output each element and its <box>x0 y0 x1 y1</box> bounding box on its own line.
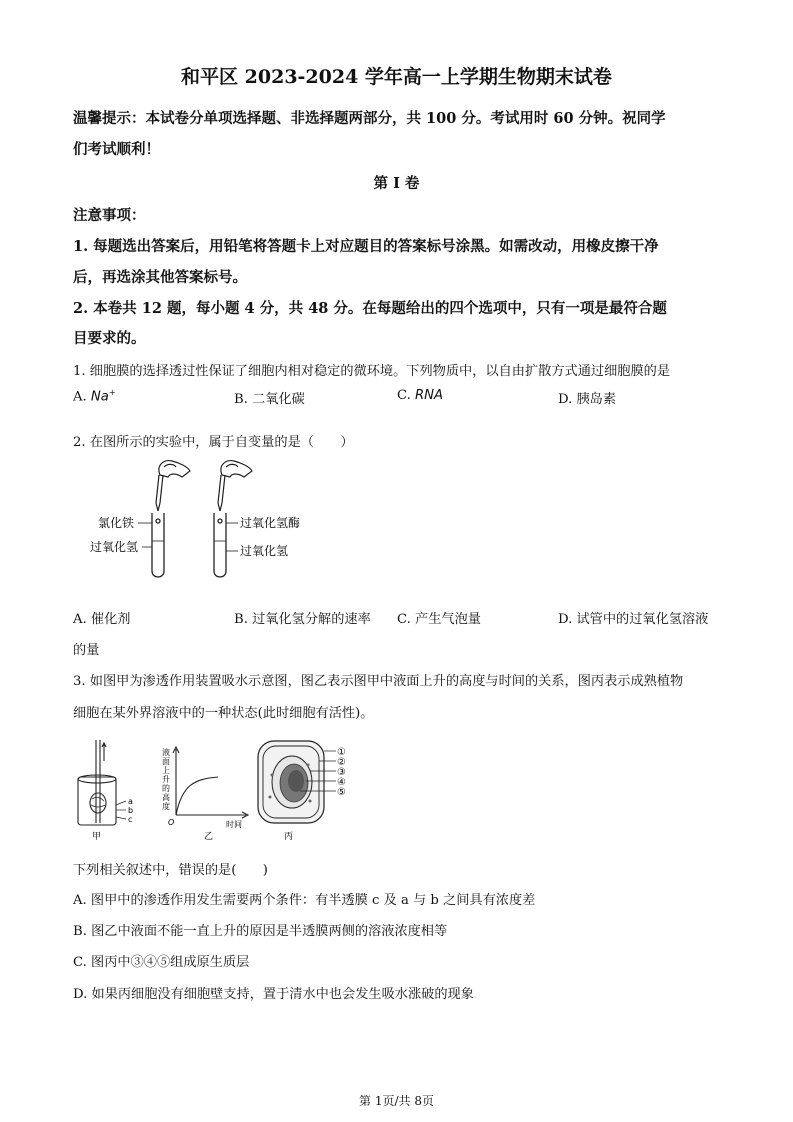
ylabel-char-4: 升 <box>162 775 170 784</box>
attention-heading: 注意事项： <box>73 207 146 224</box>
left-test-tube <box>152 513 164 577</box>
label-n1: ① <box>337 747 346 758</box>
page-title: 和平区 2023-2024 学年高一上学期生物期末试卷 <box>181 66 612 88</box>
right-test-tube <box>214 513 226 577</box>
q3-option-c: C. 图丙中③④⑤组成原生质层 <box>73 955 250 970</box>
attention-item-1-cont: 后，再选涂其他答案标号。 <box>73 269 247 286</box>
attention-item-2-cont: 目要求的。 <box>73 330 146 347</box>
graph-ylabel <box>162 747 170 811</box>
label-h2o2-left: 过氧化氢 <box>90 540 139 554</box>
q1-option-c-label: C. <box>397 388 411 403</box>
q1-option-b: B. 二氧化碳 <box>234 392 305 407</box>
ylabel-char-1: 液 <box>162 748 170 757</box>
q2-stem: 2. 在图所示的实验中，属于自变量的是（ ） <box>73 435 354 450</box>
label-b: b <box>128 806 134 815</box>
label-c: c <box>128 815 133 824</box>
section-title: 第 I 卷 <box>373 175 420 192</box>
q2-option-a: A. 催化剂 <box>73 612 131 627</box>
notice-line-1: 温馨提示：本试卷分单项选择题、非选择题两部分，共 100 分。考试用时 60 分钟。祝同学 <box>73 110 666 127</box>
label-a: a <box>128 797 133 806</box>
apparatus-jia <box>78 740 126 825</box>
q3-stem-2: 细胞在某外界溶液中的一种状态(此时细胞有活性)。 <box>73 706 374 721</box>
q3-option-a: A. 图甲中的渗透作用发生需要两个条件：有半透膜 c 及 a 与 b 之间具有浓度差 <box>73 893 536 908</box>
q1-option-d: D. 胰岛素 <box>558 392 617 407</box>
label-n3: ③ <box>337 767 346 778</box>
page-footer: 第 1页/共 8页 <box>359 1094 434 1108</box>
q1-option-a-text: Na <box>90 389 109 405</box>
label-n2: ② <box>337 757 346 768</box>
attention-item-1: 1. 每题选出答案后，用铅笔将答题卡上对应题目的答案标号涂黑。如需改动，用橡皮擦干净 <box>73 238 659 255</box>
q2-option-b: B. 过氧化氢分解的速率 <box>234 612 371 627</box>
q3-option-d: D. 如果丙细胞没有细胞壁支持，置于清水中也会发生吸水涨破的现象 <box>73 987 474 1002</box>
plant-cell-bing <box>258 741 336 823</box>
attention-item-2: 2. 本卷共 12 题，每小题 4 分，共 48 分。在每题给出的四个选项中，只有一项是最符合题 <box>73 300 667 317</box>
label-h2o2-right: 过氧化氢 <box>240 544 289 558</box>
ylabel-char-7: 度 <box>162 802 170 811</box>
q2-experiment-figure <box>86 455 306 585</box>
label-n4: ④ <box>337 777 346 788</box>
xlabel: 时间 <box>226 820 242 829</box>
q1-option-c <box>397 388 443 403</box>
q1-option-c-text: RNA <box>415 388 444 403</box>
q1-option-a <box>73 388 116 404</box>
ylabel-char-5: 的 <box>162 784 170 793</box>
label-fecl3: 氯化铁 <box>98 516 135 530</box>
right-hand-dropper <box>218 461 252 511</box>
notice-line-2: 们考试顺利！ <box>73 141 160 158</box>
q2-option-d: D. 试管中的过氧化氢溶液 <box>558 612 709 627</box>
label-yi: 乙 <box>204 832 214 842</box>
q3-question: 下列相关叙述中，错误的是( ) <box>73 863 268 878</box>
label-bing: 丙 <box>284 832 294 842</box>
ylabel-char-6: 高 <box>162 793 170 802</box>
q2-option-d-cont: 的量 <box>73 643 100 658</box>
label-jia: 甲 <box>92 832 102 842</box>
q1-option-a-label: A. <box>73 389 87 405</box>
q2-option-c: C. 产生气泡量 <box>397 612 481 627</box>
graph-yi <box>173 747 248 818</box>
label-catalase: 过氧化氢酶 <box>240 516 301 530</box>
q1-option-a-sup: + <box>108 388 116 397</box>
ylabel-char-2: 面 <box>162 757 170 766</box>
q3-option-b: B. 图乙中液面不能一直上升的原因是半透膜两侧的溶液浓度相等 <box>73 924 448 939</box>
left-hand-dropper <box>156 461 190 511</box>
q3-stem-1: 3. 如图甲为渗透作用装置吸水示意图，图乙表示图甲中液面上升的高度与时间的关系，图丙表示成熟植物 <box>73 674 684 689</box>
origin-label: O <box>168 818 175 827</box>
ylabel-char-3: 上 <box>162 766 170 775</box>
label-n5: ⑤ <box>337 787 346 798</box>
q1-stem: 1. 细胞膜的选择透过性保证了细胞内相对稳定的微环境。下列物质中，以自由扩散方式通过细胞膜的是 <box>73 364 671 379</box>
q3-figure <box>70 735 370 847</box>
